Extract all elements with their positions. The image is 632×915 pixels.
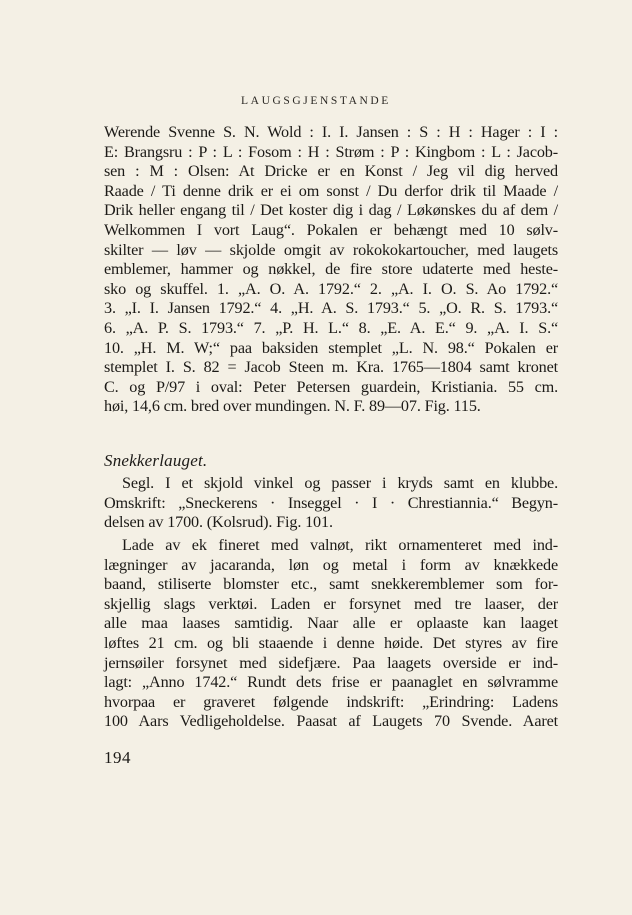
text-line: E: Brangsru : P : L : Fosom : H : Strøm : P : Kingbom : L : Jacob- [104, 142, 558, 161]
paragraph-chest [104, 536, 558, 732]
text-line: emblemer, hammer og nøkkel, de fire store udaterte med heste- [104, 260, 558, 279]
text-line: delsen av 1700. (Kolsrud). Fig. 101. [104, 513, 333, 532]
text-line: Raade / Ti denne drik er ei om sonst / Du derfor drik til Maade / [104, 181, 558, 200]
text-line: Omskrift: „Sneckerens · Inseggel · I · Chrestiannia.“ Begyn- [104, 493, 558, 512]
text-line: baand, stiliserte blomster etc., samt snekkeremblemer som for- [104, 575, 558, 594]
text-line: lagt: „Anno 1742.“ Rundt dets frise er paanaglet en sølvramme [104, 673, 558, 692]
text-line: hvorpaa er graveret følgende indskrift: „Erindring: Ladens [104, 692, 558, 711]
text-line: høi, 14,6 cm. bred over mundingen. N. F. 89—07. Fig. 115. [104, 397, 481, 416]
text-line: sen : M : Olsen: At Dricke er en Konst / Jeg vil dig herved [104, 162, 558, 181]
text-line: skjellig slags verktøi. Laden er forsynet med tre laaser, der [104, 594, 558, 613]
text-line: C. og P/97 i oval: Peter Petersen guardein, Kristiania. 55 cm. [104, 377, 558, 396]
text-line: alle maa laases samtidig. Naar alle er oplaaste kan laaget [104, 614, 558, 633]
text-line: Lade av ek fineret med valnøt, rikt ornamenteret med ind- [122, 536, 558, 554]
text-line: stemplet I. S. 82 = Jacob Steen m. Kra. 1765—1804 samt kronet [104, 358, 558, 377]
text-line: lægninger av jacaranda, løn og metal i form av knækkede [104, 555, 558, 574]
text-line: løftes 21 cm. og bli staaende i denne høide. Det styres av fire [104, 633, 558, 652]
text-line: 3. „I. I. Jansen 1792.“ 4. „H. A. S. 1793.“ 5. „O. R. S. 1793.“ [104, 299, 558, 318]
running-head: LAUGSGJENSTANDE [241, 95, 391, 107]
text-line: skilter — løv — skjolde omgit av rokokokartoucher, med laugets [104, 240, 558, 259]
section-heading: Snekkerlauget. [104, 451, 208, 470]
page-number: 194 [104, 748, 131, 767]
paragraph-goblet-description [104, 123, 558, 417]
text-line: 100 Aars Vedligeholdelse. Paasat af Laugets 70 Svende. Aaret [104, 712, 558, 731]
paragraph-seal [104, 474, 558, 533]
text-line: jernsøiler forsynet med sidefjære. Paa laagets overside er ind- [104, 653, 558, 672]
text-line: Werende Svenne S. N. Wold : I. I. Jansen : S : H : Hager : I : [104, 123, 558, 141]
text-line: Drik heller engang til / Det koster dig i dag / Løkønskes du af dem / [104, 201, 558, 220]
text-line: Welkommen I vort Laug“. Pokalen er behængt med 10 sølv- [104, 220, 558, 239]
text-line: 10. „H. M. W;“ paa baksiden stemplet „L. N. 98.“ Pokalen er [104, 338, 558, 357]
text-line: 6. „A. P. S. 1793.“ 7. „P. H. L.“ 8. „E. A. E.“ 9. „A. I. S.“ [104, 318, 558, 337]
text-line: sko og skuffel. 1. „A. O. A. 1792.“ 2. „A. I. O. S. Ao 1792.“ [104, 279, 558, 298]
text-line: Segl. I et skjold vinkel og passer i kryds samt en klubbe. [122, 474, 558, 492]
